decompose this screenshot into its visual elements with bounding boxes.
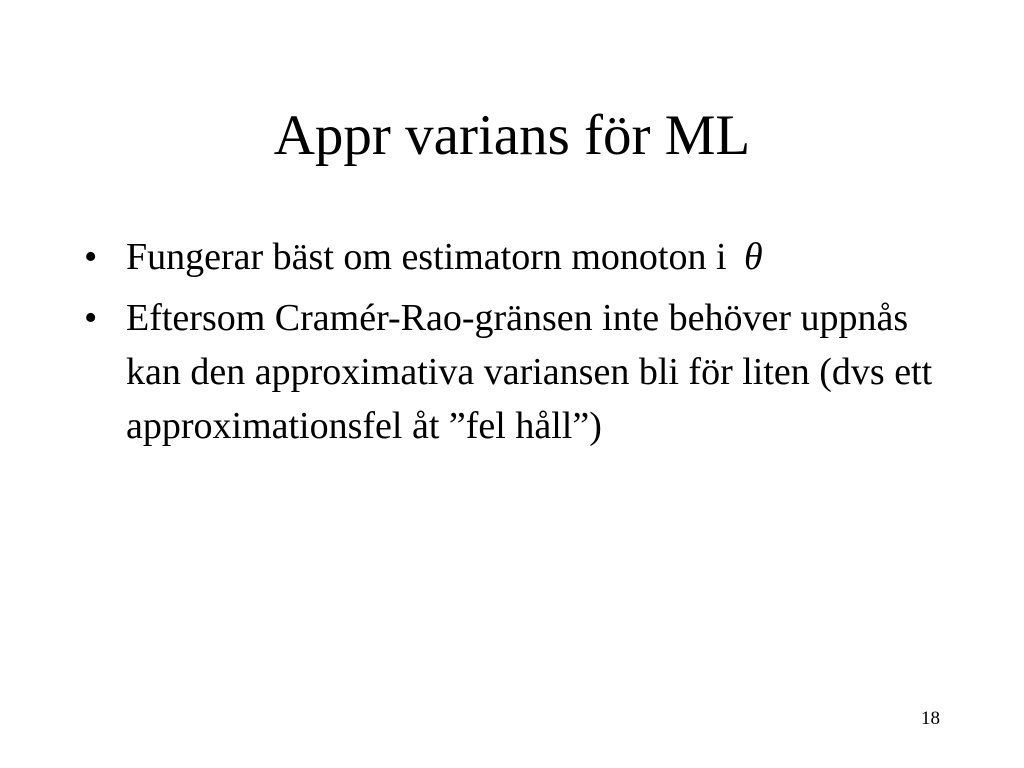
page-number: 18 [921,708,940,729]
bullet-marker: • [84,297,98,339]
bullet-marker: • [84,236,98,278]
theta-symbol: θ [744,236,763,278]
bullet-text: Eftersom Cramér-Rao-gränsen inte behöver uppnås kan den approximativa variansen bli för liten (dvs ett approximationsfel åt ”fel håll”) [126,297,933,447]
bullet-item [84,291,964,453]
bullet-item [84,230,964,284]
bullet-list [84,230,964,460]
bullet-text: Fungerar bäst om estimatorn monoton i [126,236,727,278]
slide-title: Appr varians för ML [273,104,751,167]
